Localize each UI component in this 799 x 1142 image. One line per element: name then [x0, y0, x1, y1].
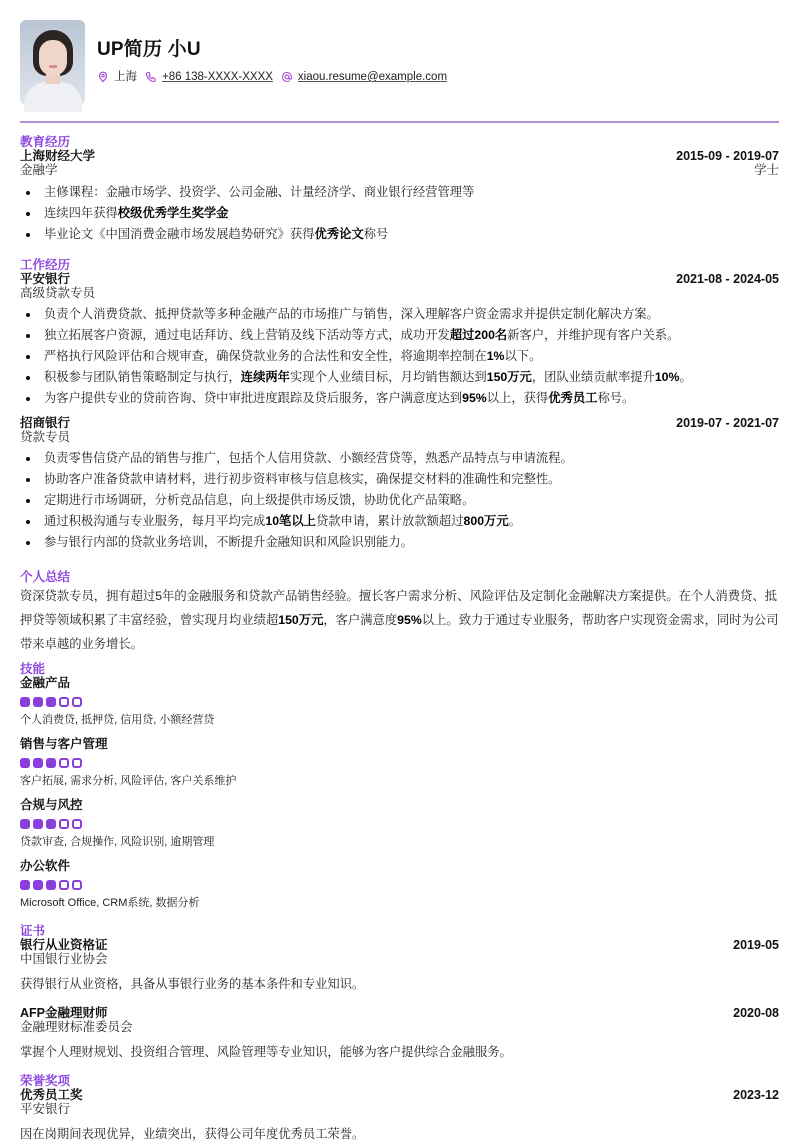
- level-dot-filled: [46, 697, 56, 707]
- education-bullets: [20, 182, 779, 245]
- skills-section: [20, 662, 779, 920]
- level-dot-filled: [20, 758, 30, 768]
- work-section: [20, 258, 779, 553]
- header-divider: [20, 121, 779, 123]
- level-dot-filled: [46, 880, 56, 890]
- phone-icon: [145, 71, 157, 83]
- education-date: 2015-09 - 2019-07: [676, 149, 779, 163]
- skill-item: [20, 859, 779, 920]
- certificate-description: 掌握个人理财规划、投资组合管理、风险管理等专业知识，能够为客户提供综合金融服务。: [20, 1045, 512, 1059]
- contact-row: [97, 70, 455, 84]
- level-dot-empty: [59, 880, 69, 890]
- summary-section: [20, 570, 779, 656]
- summary-text: 资深贷款专员，拥有超过5年的金融服务和贷款产品销售经验。擅长客户需求分析、风险评估及定制化金融解决方案提供。在个人消费贷、抵押贷等领域积累了丰富经验，曾实现月均业绩超150万元，客户满意度95%以上。致力于通过专业服务，帮助客户实现资金需求，同时为公司带来卓越的业务增长。: [20, 589, 779, 651]
- list-item: 为客户提供专业的贷前咨询、贷中审批进度跟踪及贷后服务，客户满意度达到95%以上，获得优秀员工称号。: [20, 388, 779, 409]
- list-item: 参与银行内部的贷款业务培训，不断提升金融知识和风险识别能力。: [20, 532, 779, 553]
- skill-level-rating: [20, 697, 779, 708]
- level-dot-empty: [72, 758, 82, 768]
- skill-name: 合规与风控: [20, 798, 83, 812]
- certificate-issuer: 中国银行业协会: [20, 952, 108, 966]
- skill-name: 办公软件: [20, 859, 71, 873]
- avatar: [20, 20, 85, 105]
- level-dot-filled: [33, 758, 43, 768]
- level-dot-filled: [46, 758, 56, 768]
- award-date: 2023-12: [733, 1088, 779, 1102]
- list-item: 负责个人消费贷款、抵押贷款等多种金融产品的市场推广与销售，深入理解客户资金需求并提供定制化解决方案。: [20, 304, 779, 325]
- skill-item: [20, 798, 779, 859]
- work-date: 2019-07 - 2021-07: [676, 416, 779, 430]
- skill-keywords: 贷款审查, 合规操作, 风险识别, 逾期管理: [20, 836, 215, 848]
- phone-link[interactable]: +86 138-XXXX-XXXX: [162, 71, 273, 83]
- level-dot-empty: [59, 819, 69, 829]
- work-entry-sub: [20, 286, 779, 301]
- level-dot-filled: [33, 880, 43, 890]
- level-dot-filled: [33, 819, 43, 829]
- level-dot-empty: [59, 697, 69, 707]
- skill-name: 销售与客户管理: [20, 737, 108, 751]
- list-item: 独立拓展客户资源，通过电话拜访、线上营销及线下活动等方式，成功开发超过200名新客户，并维护现有客户关系。: [20, 325, 779, 346]
- work-entry-head: [20, 272, 779, 286]
- resume-page: [20, 20, 779, 1141]
- list-item: 连续四年获得校级优秀学生奖学金: [20, 203, 779, 224]
- skill-level-rating: [20, 880, 779, 891]
- list-item: 积极参与团队销售策略制定与执行，连续两年实现个人业绩目标，月均销售额达到150万元，团队业绩贡献率提升10%。: [20, 367, 779, 388]
- list-item: 定期进行市场调研，分析竞品信息，向上级提供市场反馈，协助优化产品策略。: [20, 490, 779, 511]
- candidate-name: UP简历 小U: [97, 39, 201, 60]
- at-sign-icon: [281, 71, 293, 83]
- section-title-skills: 技能: [20, 662, 46, 676]
- contact-location: [97, 70, 137, 84]
- certificate-name: 银行从业资格证: [20, 938, 108, 952]
- certificate-name: AFP金融理财师: [20, 1006, 108, 1020]
- work-entry-sub: [20, 430, 779, 445]
- certificate-description: 获得银行从业资格，具备从事银行业务的基本条件和专业知识。: [20, 977, 365, 991]
- job-role: 高级贷款专员: [20, 286, 96, 300]
- certificate-issuer: 金融理财标准委员会: [20, 1020, 133, 1034]
- section-title-certificates: 证书: [20, 924, 46, 938]
- company-name: 招商银行: [20, 416, 71, 430]
- location-text: 上海: [114, 71, 137, 83]
- level-dot-empty: [59, 758, 69, 768]
- list-item: 负责零售信贷产品的销售与推广，包括个人信用贷款、小额经营贷等，熟悉产品特点与申请流程。: [20, 448, 779, 469]
- skill-level-rating: [20, 819, 779, 830]
- list-item: 主修课程：金融市场学、投资学、公司金融、计量经济学、商业银行经营管理等: [20, 182, 779, 203]
- certificate-date: 2020-08: [733, 1006, 779, 1020]
- list-item: 毕业论文《中国消费金融市场发展趋势研究》获得优秀论文称号: [20, 224, 779, 245]
- section-title-awards: 荣誉奖项: [20, 1074, 71, 1088]
- certificate-entry-head: [20, 938, 779, 952]
- skill-name: 金融产品: [20, 676, 71, 690]
- contact-phone[interactable]: [145, 70, 273, 84]
- section-title-education: 教育经历: [20, 135, 71, 149]
- section-title-work: 工作经历: [20, 258, 71, 272]
- level-dot-empty: [72, 819, 82, 829]
- skill-item: [20, 737, 779, 798]
- work-date: 2021-08 - 2024-05: [676, 272, 779, 286]
- certificate-date: 2019-05: [733, 938, 779, 952]
- skill-keywords: 个人消费贷, 抵押贷, 信用贷, 小额经营贷: [20, 714, 215, 726]
- level-dot-filled: [20, 880, 30, 890]
- school-name: 上海财经大学: [20, 149, 96, 163]
- level-dot-empty: [72, 880, 82, 890]
- certificate-entry-head: [20, 1006, 779, 1020]
- job-role: 贷款专员: [20, 430, 71, 444]
- award-name: 优秀员工奖: [20, 1088, 83, 1102]
- certificates-section: [20, 924, 779, 1060]
- award-issuer: 平安银行: [20, 1102, 71, 1116]
- list-item: 协助客户准备贷款申请材料，进行初步资料审核与信息核实，确保提交材料的准确性和完整性。: [20, 469, 779, 490]
- resume-header: [20, 20, 779, 106]
- education-entry-sub: [20, 163, 779, 178]
- level-dot-empty: [72, 697, 82, 707]
- location-pin-icon: [97, 71, 109, 83]
- level-dot-filled: [20, 819, 30, 829]
- work-entry-head: [20, 416, 779, 430]
- level-dot-filled: [33, 697, 43, 707]
- contact-email[interactable]: [281, 70, 447, 84]
- skill-keywords: Microsoft Office, CRM系统, 数据分析: [20, 897, 200, 909]
- education-section: [20, 135, 779, 245]
- list-item: 严格执行风险评估和合规审查，确保贷款业务的合法性和安全性，将逾期率控制在1%以下。: [20, 346, 779, 367]
- degree: 学士: [753, 163, 779, 177]
- skill-keywords: 客户拓展, 需求分析, 风险评估, 客户关系维护: [20, 775, 237, 787]
- work-bullets: [20, 448, 779, 553]
- skill-item: [20, 676, 779, 737]
- work-bullets: [20, 304, 779, 409]
- skill-level-rating: [20, 758, 779, 769]
- level-dot-filled: [20, 697, 30, 707]
- level-dot-filled: [46, 819, 56, 829]
- email-link[interactable]: xiaou.resume@example.com: [297, 71, 448, 83]
- list-item: 通过积极沟通与专业服务，每月平均完成10笔以上贷款申请，累计放款额超过800万元。: [20, 511, 779, 532]
- section-title-summary: 个人总结: [20, 570, 71, 584]
- awards-section: [20, 1074, 779, 1142]
- award-entry-head: [20, 1088, 779, 1102]
- major: 金融学: [20, 163, 58, 177]
- education-entry-head: [20, 149, 779, 163]
- header-info: [97, 20, 455, 84]
- award-description: 因在岗期间表现优异，业绩突出，获得公司年度优秀员工荣誉。: [20, 1127, 365, 1141]
- company-name: 平安银行: [20, 272, 71, 286]
